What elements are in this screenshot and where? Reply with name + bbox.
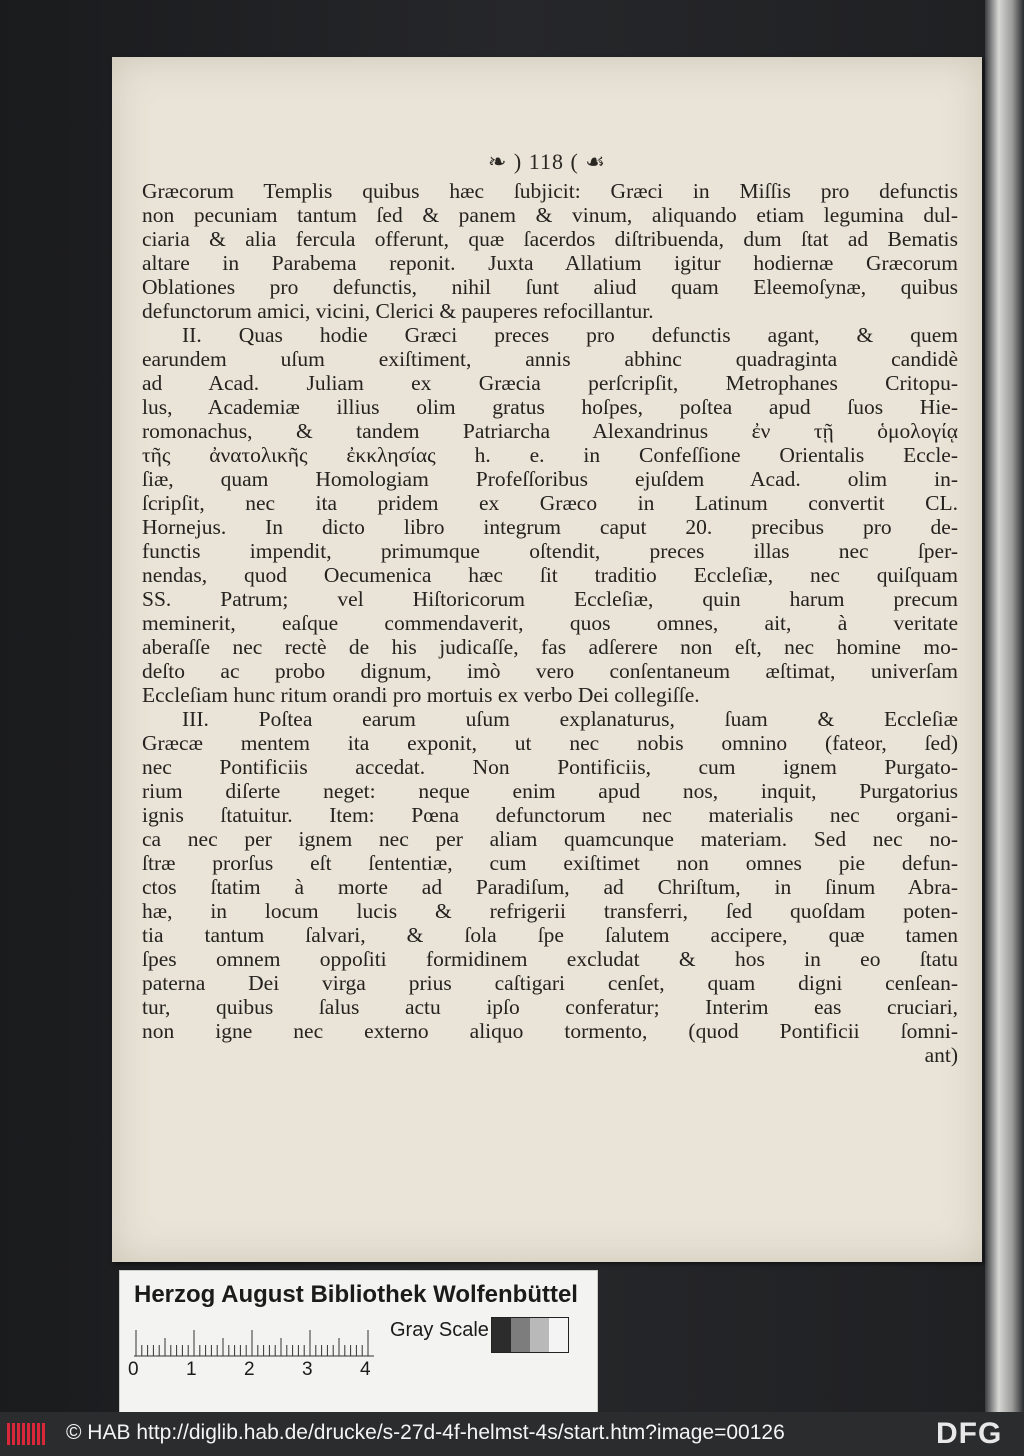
ruler-number: 3 bbox=[302, 1359, 313, 1380]
text-line: ſiæ, quam Homologiam Profeſſoribus ejuſdem Acad. olim in- bbox=[142, 467, 958, 491]
text-line: II. Quas hodie Græci preces pro defunctis agant, & quem bbox=[182, 323, 958, 347]
text-line: paterna Dei virga prius caſtigari cenſet, quam digni cenſean- bbox=[142, 971, 958, 995]
viewer-footer bbox=[0, 1412, 1024, 1456]
text-line: tia tantum ſalvari, & ſola ſpe ſalutem accipere, quæ tamen bbox=[142, 923, 958, 947]
gray-swatch bbox=[492, 1318, 511, 1352]
text-line: romonachus, & tandem Patriarcha Alexandrinus ἐν τῇ ὁμολογίᾳ bbox=[142, 419, 958, 443]
ruler-number: 4 bbox=[360, 1359, 371, 1380]
text-line: Græcæ mentem ita exponit, ut nec nobis omnino (fateor, ſed) bbox=[142, 731, 958, 755]
text-line: III. Poſtea earum uſum explanaturus, ſuam & Eccleſiæ bbox=[182, 707, 958, 731]
text-line: aberaſſe nec rectè de his judicaſſe, fas adſerere non eſt, nec homine mo- bbox=[142, 635, 958, 659]
text-line: ca nec per ignem nec per aliam quamcunque materiam. Sed nec no- bbox=[142, 827, 958, 851]
ruler-scale bbox=[128, 1359, 378, 1383]
gray-swatch bbox=[530, 1318, 549, 1352]
text-line: Eccleſiam hunc ritum orandi pro mortuis ex verbo Dei collegiſſe. bbox=[142, 683, 700, 707]
text-line: non igne nec externo aliquo tormento, (quod Pontificii ſomni- bbox=[142, 1019, 958, 1043]
text-line: altare in Parabema reponit. Juxta Allatium igitur hodiernæ Græcorum bbox=[142, 251, 958, 275]
text-line: earundem uſum exiſtiment, annis abhinc quadraginta candidè bbox=[142, 347, 958, 371]
text-line: ſtræ prorſus eſt ſententiæ, cum exiſtimet non omnes pie defun- bbox=[142, 851, 958, 875]
text-line: ctos ſtatim à morte ad Paradiſum, ad Chriſtum, in ſinum Abra- bbox=[142, 875, 958, 899]
gray-scale-swatches bbox=[491, 1317, 569, 1353]
text-line: τῆς ἀνατολικῆς ἐκκλησίας h. e. in Confeſſione Orientalis Eccle- bbox=[142, 443, 958, 467]
library-color-card bbox=[119, 1270, 598, 1414]
hab-logo-icon bbox=[6, 1421, 46, 1447]
ruler-number: 0 bbox=[128, 1359, 139, 1380]
ruler-number: 2 bbox=[244, 1359, 255, 1380]
text-line: lus, Academiæ illius olim gratus hoſpes, poſtea apud ſuos Hie- bbox=[142, 395, 958, 419]
ruler-number: 1 bbox=[186, 1359, 197, 1380]
text-line: ad Acad. Juliam ex Græcia perſcripſit, Metrophanes Critopu- bbox=[142, 371, 958, 395]
text-line: defunctorum amici, vicini, Clerici & pauperes refocillantur. bbox=[142, 299, 654, 323]
ruler-icon bbox=[134, 1323, 374, 1357]
text-line: tur, quibus ſalus actu ipſo conferatur; Interim eas cruciari, bbox=[142, 995, 958, 1019]
text-line: Græcorum Templis quibus hæc ſubjicit: Græci in Miſſis pro defunctis bbox=[142, 179, 958, 203]
text-line: functis impendit, primumque oſtendit, preces illas nec ſper- bbox=[142, 539, 958, 563]
dfg-logo: DFG bbox=[936, 1417, 1003, 1450]
text-line: nendas, quod Oecumenica hæc ſit traditio Eccleſiæ, nec quiſquam bbox=[142, 563, 958, 587]
text-line: nec Pontificiis accedat. Non Pontificiis, cum ignem Purgato- bbox=[142, 755, 958, 779]
text-line: rium diſerte neget: neque enim apud nos, inquit, Purgatorius bbox=[142, 779, 958, 803]
text-line: ignis ſtatuitur. Item: Pœna defunctorum nec materialis nec organi- bbox=[142, 803, 958, 827]
text-line: Hornejus. In dicto libro integrum caput 20. precibus pro de- bbox=[142, 515, 958, 539]
book-page-edge bbox=[985, 0, 1024, 1412]
library-name: Herzog August Bibliothek Wolfenbüttel bbox=[134, 1281, 578, 1308]
text-line: ant) bbox=[924, 1043, 958, 1067]
text-line: ciaria & alia fercula offerunt, quæ ſacerdos diſtribuenda, dum ſtat ad Bematis bbox=[142, 227, 958, 251]
gray-swatch bbox=[549, 1318, 568, 1352]
text-line: ſpes omnem oppoſiti formidinem excludat & hos in eo ſtatu bbox=[142, 947, 958, 971]
text-line: SS. Patrum; vel Hiſtoricorum Eccleſiæ, quin harum precum bbox=[142, 587, 958, 611]
text-line: non pecuniam tantum ſed & panem & vinum, aliquando etiam legumina dul- bbox=[142, 203, 958, 227]
source-url-text: © HAB http://diglib.hab.de/drucke/s-27d-4f-helmst-4s/start.htm?image=00126 bbox=[66, 1421, 785, 1444]
page-number-header: ❧ ) 118 ( ☙ bbox=[488, 149, 606, 174]
text-line: Oblationes pro defunctis, nihil ſunt aliud quam Eleemoſynæ, quibus bbox=[142, 275, 958, 299]
gray-swatch bbox=[511, 1318, 530, 1352]
book-page bbox=[112, 57, 982, 1262]
text-line: hæ, in locum lucis & refrigerii transferri, ſed quoſdam poten- bbox=[142, 899, 958, 923]
text-line: meminerit, eaſque commendaverit, quos omnes, ait, à veritate bbox=[142, 611, 958, 635]
page-body-text bbox=[142, 179, 958, 1067]
gray-scale-label: Gray Scale bbox=[390, 1319, 489, 1341]
text-line: deſto ac probo dignum, imò vero conſentaneum æſtimat, univerſam bbox=[142, 659, 958, 683]
text-line: ſcripſit, nec ita pridem ex Græco in Latinum convertit CL. bbox=[142, 491, 958, 515]
